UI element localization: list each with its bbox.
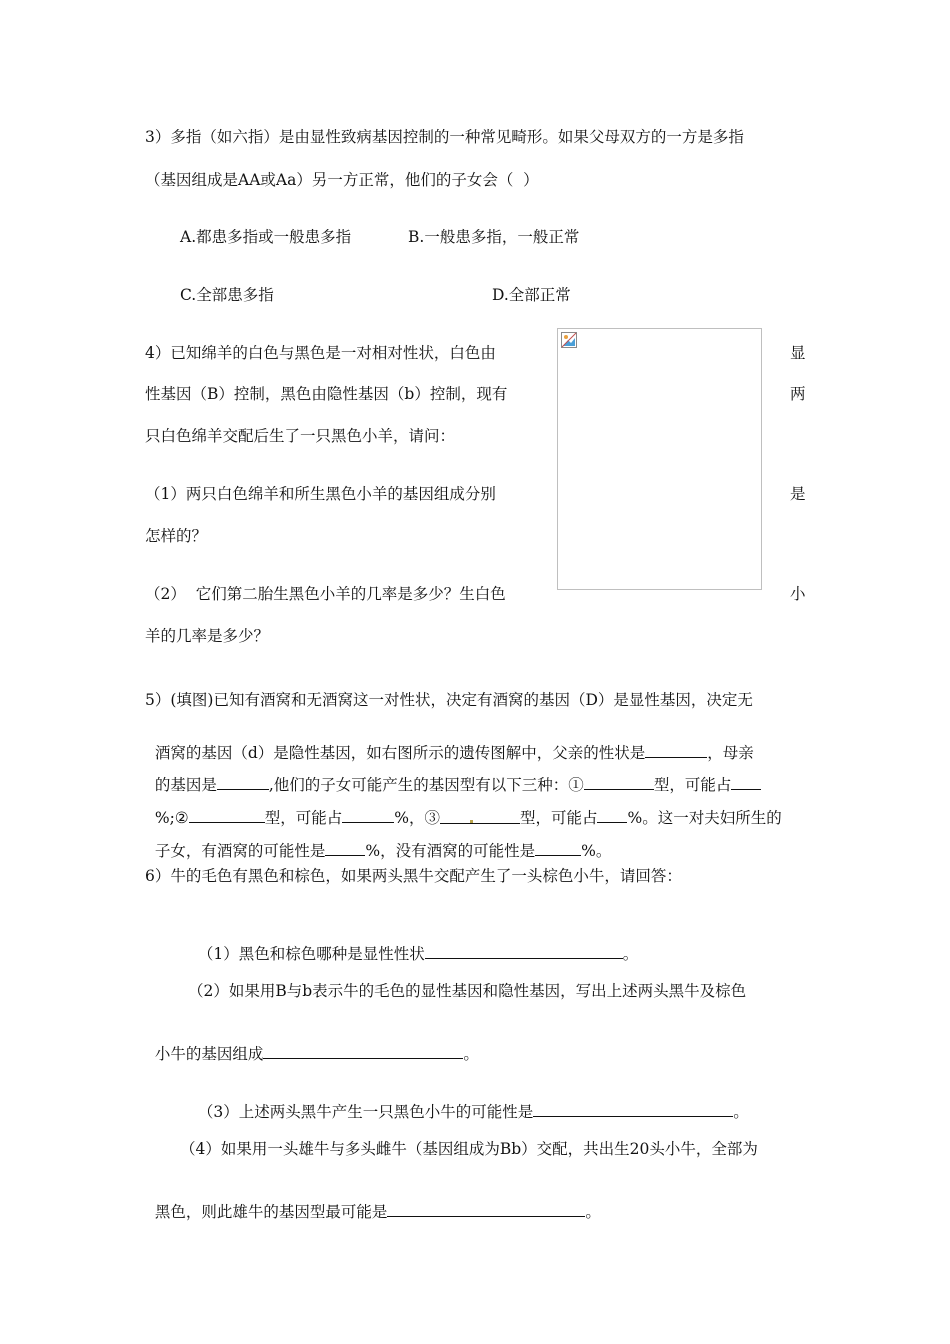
blank-no-dimple-percent[interactable] — [535, 840, 581, 856]
q5-line5-mid: %，没有酒窝的可能性是 — [365, 842, 536, 860]
q6-intro: 6）牛的毛色有黑色和棕色，如果两头黑牛交配产生了一头棕色小牛，请回答： — [145, 867, 682, 885]
q5-line3-mid: ,他们的子女可能产生的基因型有以下三种：① — [268, 776, 584, 794]
q6-sub3-tail: 。 — [733, 1103, 749, 1121]
q6-sub2-tail: 。 — [463, 1045, 479, 1063]
q6-sub4-cont — [145, 1181, 601, 1222]
q3-option-b: B.一般患多指，一般正常 — [408, 228, 580, 246]
q6-sub4: （4）如果用一头雄牛与多头雌牛（基因组成为Bb）交配，共出生20头小牛，全部为 — [180, 1140, 758, 1158]
q5-line5-tail: %。 — [581, 842, 612, 860]
q5-line2-tail: ，母亲 — [707, 744, 754, 762]
q6-sub3-text: （3）上述两头黑牛产生一只黑色小牛的可能性是 — [197, 1103, 534, 1121]
q5-line4-start: %;② — [154, 809, 189, 827]
broken-image-icon — [561, 332, 577, 348]
q6-sub1-text: （1）黑色和棕色哪种是显性性状 — [197, 945, 425, 963]
q4-sub2-cont: 羊的几率是多少？ — [145, 627, 270, 645]
q3-line1: 3）多指（如六指）是由显性致病基因控制的一种常见畸形。如果父母双方的一方是多指 — [145, 128, 744, 146]
q5-line4-mid1: 型，可能占 — [264, 809, 343, 827]
q6-sub2-cont — [145, 1023, 479, 1064]
q3-option-d: D.全部正常 — [492, 286, 571, 304]
q4-sub1-tail: 是 — [790, 485, 806, 503]
q4-line1: 4）已知绵羊的白色与黑色是一对相对性状，白色由 — [145, 344, 496, 362]
q4-line1-tail: 显 — [790, 344, 806, 362]
q3-option-c: C.全部患多指 — [180, 286, 274, 304]
q6-sub4-text: 黑色，则此雄牛的基因型最可能是 — [154, 1203, 388, 1221]
q6-sub2: （2）如果用B与b表示牛的毛色的显性基因和隐性基因，写出上述两头黑牛及棕色 — [188, 982, 747, 1000]
q6-sub2-text: 小牛的基因组成 — [154, 1045, 264, 1063]
q5-line4-mid2: %，③ — [394, 809, 440, 827]
blank-black-probability[interactable] — [533, 1101, 733, 1117]
q4-sub2-tail: 小 — [790, 585, 806, 603]
q5-line4-tail: %。这一对夫妇所生的 — [627, 809, 782, 827]
blank-bull-genotype[interactable] — [387, 1201, 585, 1217]
q4-sub1: （1）两只白色绵羊和所生黑色小羊的基因组成分别 — [145, 485, 496, 503]
broken-image-placeholder — [557, 328, 762, 590]
q5-line5-text: 子女，有酒窝的可能性是 — [154, 842, 326, 860]
q4-line2-tail: 两 — [790, 385, 806, 403]
q4-line2: 性基因（B）控制，黑色由隐性基因（b）控制，现有 — [145, 385, 508, 403]
q4-line3: 只白色绵羊交配后生了一只黑色小羊，请问： — [145, 427, 456, 445]
q5-line5 — [145, 820, 611, 861]
q6-sub4-tail: 。 — [585, 1203, 601, 1221]
q5-line3-text: 的基因是 — [154, 776, 217, 794]
q6-sub3 — [188, 1081, 749, 1122]
q3-option-a: A.都患多指或一般患多指 — [180, 228, 352, 246]
q4-sub2: （2） 它们第二胎生黑色小羊的几率是多少？生白色 — [145, 585, 506, 603]
blank-dimple-percent[interactable] — [325, 840, 365, 856]
blank-genotypes[interactable] — [263, 1043, 463, 1059]
q3-line2: （基因组成是AA或Aa）另一方正常，他们的子女会（ ） — [145, 171, 539, 189]
q5-line4-mid3: 型，可能占 — [519, 809, 598, 827]
q5-line3-tail: 型，可能占 — [653, 776, 732, 794]
blank-dominant-trait[interactable] — [425, 943, 623, 959]
q4-sub1-cont: 怎样的？ — [145, 527, 208, 545]
q5-line1: 5）(填图)已知有酒窝和无酒窝这一对性状，决定有酒窝的基因（D）是显性基因，决定无 — [145, 691, 753, 709]
q6-sub1 — [188, 923, 638, 964]
q6-sub1-tail: 。 — [622, 945, 639, 963]
q5-line2-text: 酒窝的基因（d）是隐性基因，如右图所示的遗传图解中，父亲的性状是 — [154, 744, 646, 762]
